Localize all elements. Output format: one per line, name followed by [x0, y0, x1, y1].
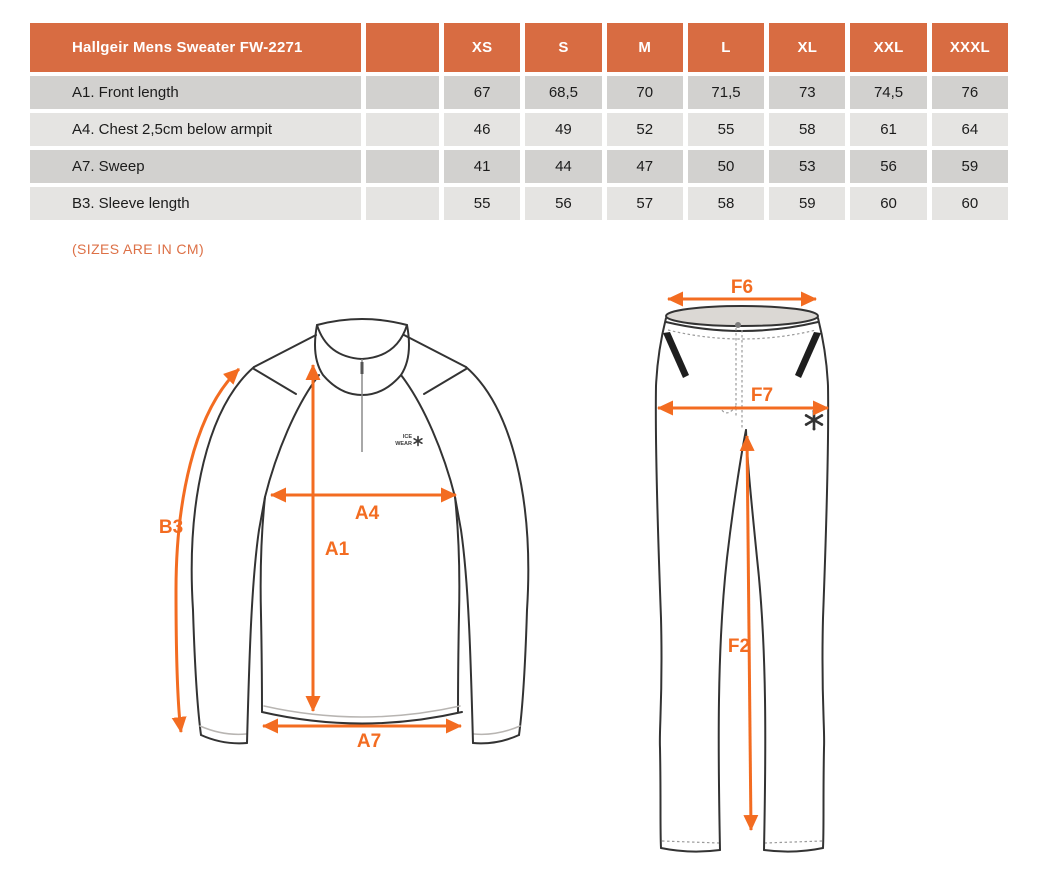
logo-snowflake-icon [414, 437, 422, 446]
size-header-xs: XS [444, 23, 520, 72]
sizes-unit-note: (SIZES ARE IN CM) [72, 241, 205, 257]
f7-label: F7 [750, 385, 774, 406]
table-cell: 57 [607, 187, 683, 220]
table-cell: 52 [607, 113, 683, 146]
waist-opening [666, 306, 818, 326]
b3-label: B3 [158, 517, 184, 538]
right-pocket-opening [795, 332, 821, 378]
table-cell: 55 [688, 113, 764, 146]
table-cell: 73 [769, 76, 845, 109]
left-pocket-opening [663, 332, 689, 378]
row-spacer-cell [366, 187, 439, 220]
table-cell: 41 [444, 150, 520, 183]
size-header-l: L [688, 23, 764, 72]
f6-label: F6 [730, 278, 754, 298]
table-cell: 56 [850, 150, 926, 183]
table-cell: 68,5 [525, 76, 601, 109]
table-cell: 60 [850, 187, 926, 220]
table-cell: 59 [769, 187, 845, 220]
a7-label: A7 [356, 731, 382, 752]
table-cell: 61 [850, 113, 926, 146]
icewear-logo [395, 434, 422, 447]
header-spacer-cell [366, 23, 439, 72]
row-label: A1. Front length [30, 76, 361, 109]
table-cell: 60 [932, 187, 1008, 220]
table-cell: 67 [444, 76, 520, 109]
table-cell: 58 [688, 187, 764, 220]
table-cell: 50 [688, 150, 764, 183]
row-label: B3. Sleeve length [30, 187, 361, 220]
table-cell: 58 [769, 113, 845, 146]
a1-label: A1 [324, 539, 350, 560]
waist-button [735, 322, 741, 328]
pants-snowflake-icon [805, 410, 823, 431]
row-spacer-cell [366, 150, 439, 183]
row-spacer-cell [366, 113, 439, 146]
table-cell: 59 [932, 150, 1008, 183]
row-label: A4. Chest 2,5cm below armpit [30, 113, 361, 146]
table-cell: 44 [525, 150, 601, 183]
table-cell: 47 [607, 150, 683, 183]
size-header-xxl: XXL [850, 23, 926, 72]
a4-label: A4 [354, 503, 380, 524]
table-cell: 70 [607, 76, 683, 109]
size-header-m: M [607, 23, 683, 72]
size-header-xl: XL [769, 23, 845, 72]
sweater-measurements [159, 365, 461, 752]
pants-outline-drawing [656, 306, 828, 852]
svg-text:ICE: ICE [402, 434, 412, 440]
row-label: A7. Sweep [30, 150, 361, 183]
table-cell: 74,5 [850, 76, 926, 109]
sweater-outline-drawing [192, 319, 529, 743]
table-cell: 55 [444, 187, 520, 220]
svg-text:WEAR: WEAR [395, 441, 412, 447]
pants-measurement-diagram [630, 278, 860, 878]
table-cell: 46 [444, 113, 520, 146]
sweater-measurement-diagram [150, 295, 570, 785]
size-header-s: S [525, 23, 601, 72]
table-cell: 64 [932, 113, 1008, 146]
row-spacer-cell [366, 76, 439, 109]
table-cell: 76 [932, 76, 1008, 109]
f2-label: F2 [727, 636, 751, 657]
table-title-cell: Hallgeir Mens Sweater FW-2271 [30, 23, 361, 72]
table-cell: 49 [525, 113, 601, 146]
b3-sleeve-arrow [176, 369, 239, 732]
size-table [30, 23, 1008, 220]
table-cell: 56 [525, 187, 601, 220]
table-cell: 71,5 [688, 76, 764, 109]
collar-opening [317, 319, 407, 359]
size-header-xxxl: XXXL [932, 23, 1008, 72]
table-cell: 53 [769, 150, 845, 183]
